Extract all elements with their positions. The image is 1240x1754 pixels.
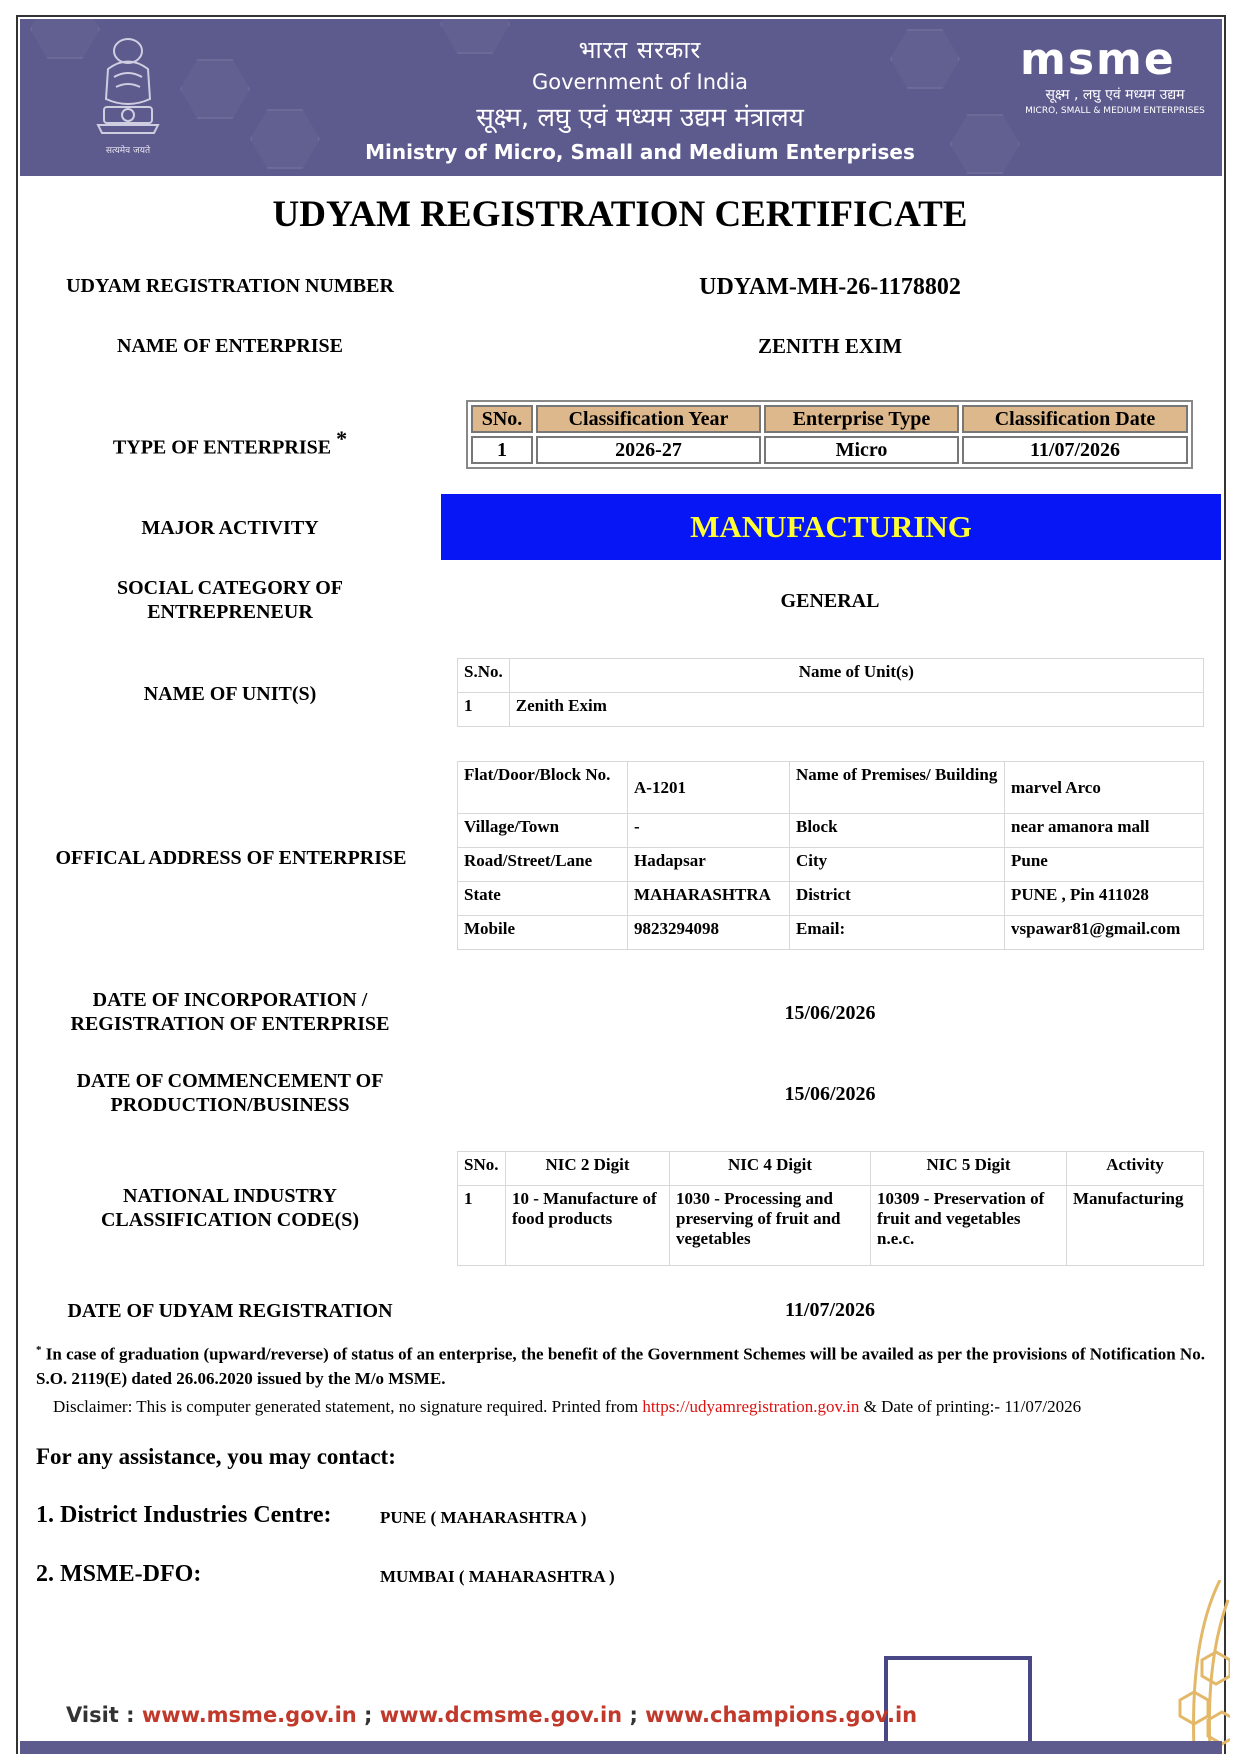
units-row (458, 693, 1204, 727)
header-banner (20, 19, 1222, 176)
address-row (458, 848, 1204, 882)
email-label: Email: (790, 916, 1005, 950)
enterprise-type-label-text: TYPE OF ENTERPRISE (112, 436, 332, 459)
nic-table (457, 1151, 1204, 1266)
emblem-motto: सत्यमेव जयते (105, 146, 151, 156)
flat-value: A-1201 (628, 762, 790, 814)
city-label: City (790, 848, 1005, 882)
msme-logo-hindi: सूक्ष्म , लघु एवं मध्यम उद्यम (1045, 87, 1185, 103)
city-value: Pune (1005, 848, 1204, 882)
units-header-name: Name of Unit(s) (509, 659, 1203, 693)
address-table (457, 761, 1204, 950)
incorporation-value: 15/06/2026 (784, 1002, 876, 1024)
classification-header-sno: SNo. (471, 405, 533, 433)
visit-label: Visit : (66, 1703, 142, 1727)
header-hindi-line2: सूक्ष्म, लघु एवं मध्यम उद्यम मंत्रालय (476, 103, 804, 133)
enterprise-name-label: NAME OF ENTERPRISE (117, 335, 343, 357)
footer-link-champions[interactable]: www.champions.gov.in (645, 1703, 918, 1727)
enterprise-name-value: ZENITH EXIM (757, 334, 903, 358)
msme-logo-subtitle: MICRO, SMALL & MEDIUM ENTERPRISES (1025, 106, 1205, 116)
commencement-label-line1: DATE OF COMMENCEMENT OF (76, 1070, 384, 1092)
nic-header-row (458, 1152, 1204, 1186)
dfo-value: MUMBAI ( MAHARASHTRA ) (380, 1567, 615, 1586)
disclaimer (53, 1397, 1081, 1417)
classification-cell-date: 11/07/2026 (962, 436, 1188, 464)
address-row (458, 916, 1204, 950)
district-value: PUNE , Pin 411028 (1005, 882, 1204, 916)
commencement-value: 15/06/2026 (784, 1083, 876, 1105)
premises-value: marvel Arco (1005, 762, 1204, 814)
nic-header-5digit: NIC 5 Digit (871, 1152, 1067, 1186)
incorporation-label-line2: REGISTRATION OF ENTERPRISE (70, 1013, 390, 1035)
nic-cell-sno: 1 (458, 1186, 506, 1266)
classification-cell-year: 2026-27 (536, 436, 761, 464)
national-emblem-icon (78, 29, 178, 169)
disclaimer-suffix: & Date of printing:- 11/07/2026 (859, 1397, 1082, 1416)
address-row (458, 882, 1204, 916)
social-category-label (40, 576, 420, 624)
road-value: Hadapsar (628, 848, 790, 882)
footer-bar (20, 1741, 1222, 1754)
social-category-value: GENERAL (780, 590, 880, 612)
state-label: State (458, 882, 628, 916)
disclaimer-link[interactable]: https://udyamregistration.gov.in (642, 1397, 860, 1416)
units-cell-sno: 1 (458, 693, 510, 727)
mobile-label: Mobile (458, 916, 628, 950)
classification-cell-type: Micro (764, 436, 959, 464)
nic-label (40, 1184, 420, 1232)
msme-logo (1020, 34, 1210, 116)
units-header-sno: S.No. (458, 659, 510, 693)
dic-value: PUNE ( MAHARASHTRA ) (380, 1508, 587, 1527)
classification-row (471, 436, 1188, 464)
major-activity-label: MAJOR ACTIVITY (141, 517, 319, 539)
nic-header-activity: Activity (1067, 1152, 1204, 1186)
classification-header-year: Classification Year (536, 405, 761, 433)
nic-label-line1: NATIONAL INDUSTRY (123, 1185, 337, 1207)
flat-label: Flat/Door/Block No. (458, 762, 628, 814)
footer-separator: ; (622, 1703, 646, 1727)
district-label: District (790, 882, 1005, 916)
nic-row (458, 1186, 1204, 1266)
classification-header-row (471, 405, 1188, 433)
units-cell-name: Zenith Exim (509, 693, 1203, 727)
units-table (457, 658, 1204, 727)
footer-link-dcmsme[interactable]: www.dcmsme.gov.in (379, 1703, 623, 1727)
header-english-line1: Government of India (531, 70, 749, 94)
udyam-date-label: DATE OF UDYAM REGISTRATION (67, 1300, 393, 1322)
nic-header-2digit: NIC 2 Digit (506, 1152, 670, 1186)
premises-label: Name of Premises/ Building (790, 762, 1005, 814)
address-label: OFFICAL ADDRESS OF ENTERPRISE (55, 847, 407, 869)
udyam-date-value: 11/07/2026 (784, 1299, 875, 1321)
nic-cell-activity: Manufacturing (1067, 1186, 1204, 1266)
nic-cell-5digit: 10309 - Preservation of fruit and vegetables n.e.c. (871, 1186, 1067, 1266)
classification-cell-sno: 1 (471, 436, 533, 464)
classification-header-date: Classification Date (962, 405, 1188, 433)
header-titles (320, 33, 960, 164)
footnote (36, 1338, 1216, 1391)
social-category-label-line1: SOCIAL CATEGORY OF (117, 577, 343, 599)
footnote-text: In case of graduation (upward/reverse) of status of an enterprise, the benefit of the Government Schemes will be availed as per the provisions of Notification No. S.O. 2119(E) dated 26.06.2020 issued by the M/o MSME. (36, 1344, 1205, 1388)
enterprise-type-label (40, 427, 420, 460)
assistance-heading: For any assistance, you may contact: (36, 1444, 396, 1469)
block-value: near amanora mall (1005, 814, 1204, 848)
units-label: NAME OF UNIT(S) (143, 683, 317, 705)
honeycomb-decoration-icon (1150, 1580, 1230, 1750)
village-label: Village/Town (458, 814, 628, 848)
address-row (458, 762, 1204, 814)
dic-label: 1. District Industries Centre: (36, 1502, 332, 1528)
village-value: - (628, 814, 790, 848)
road-label: Road/Street/Lane (458, 848, 628, 882)
footnote-star: * (36, 1344, 42, 1356)
commencement-label (40, 1069, 420, 1117)
certificate-title: UDYAM REGISTRATION CERTIFICATE (272, 194, 968, 235)
enterprise-type-star: * (336, 426, 348, 451)
major-activity-value: MANUFACTURING (441, 494, 1221, 560)
header-hindi-line1: भारत सरकार (578, 36, 702, 64)
nic-header-4digit: NIC 4 Digit (670, 1152, 871, 1186)
nic-cell-4digit: 1030 - Processing and preserving of fruit and vegetables (670, 1186, 871, 1266)
msme-logo-text: msme (1020, 34, 1176, 85)
classification-table (466, 400, 1193, 469)
mobile-value: 9823294098 (628, 916, 790, 950)
commencement-label-line2: PRODUCTION/BUSINESS (110, 1094, 350, 1116)
footer-visit (66, 1703, 917, 1727)
units-header-row (458, 659, 1204, 693)
nic-header-sno: SNo. (458, 1152, 506, 1186)
address-row (458, 814, 1204, 848)
footer-link-msme[interactable]: www.msme.gov.in (141, 1703, 357, 1727)
nic-cell-2digit: 10 - Manufacture of food products (506, 1186, 670, 1266)
registration-number-value: UDYAM-MH-26-1178802 (699, 274, 961, 300)
dfo-label: 2. MSME-DFO: (36, 1561, 202, 1587)
footer-separator: ; (356, 1703, 380, 1727)
classification-header-type: Enterprise Type (764, 405, 959, 433)
incorporation-label (40, 988, 420, 1036)
disclaimer-prefix: Disclaimer: This is computer generated statement, no signature required. Printed from (53, 1397, 643, 1416)
block-label: Block (790, 814, 1005, 848)
email-value: vspawar81@gmail.com (1005, 916, 1204, 950)
social-category-label-line2: ENTREPRENEUR (147, 601, 313, 623)
registration-number-label: UDYAM REGISTRATION NUMBER (66, 275, 394, 297)
state-value: MAHARASHTRA (628, 882, 790, 916)
nic-label-line2: CLASSIFICATION CODE(S) (100, 1209, 359, 1231)
header-english-line2: Ministry of Micro, Small and Medium Enterprises (365, 140, 915, 164)
incorporation-label-line1: DATE OF INCORPORATION / (92, 989, 368, 1011)
